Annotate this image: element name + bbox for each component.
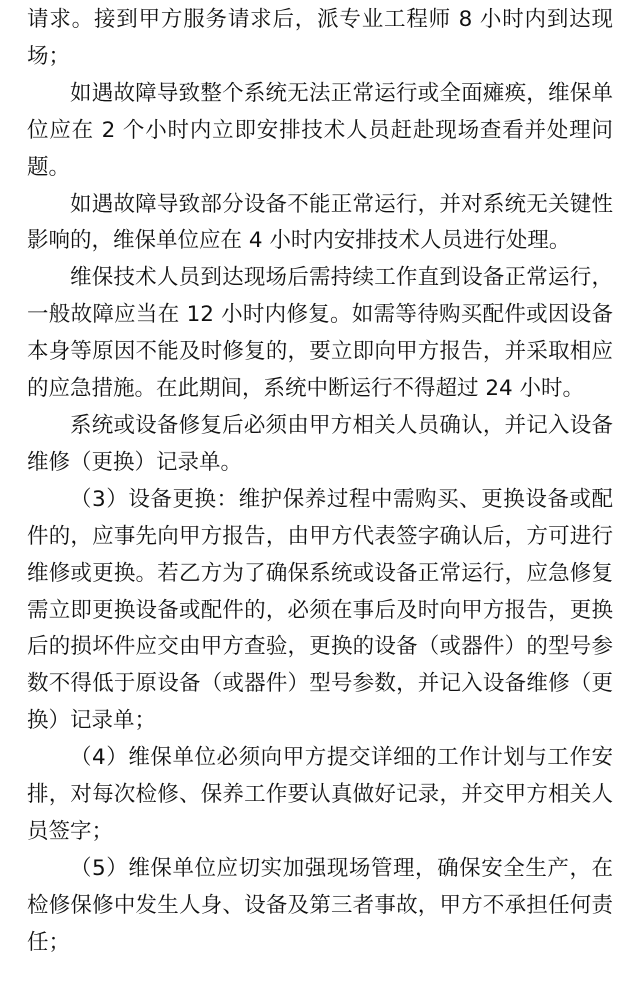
paragraph-site-management: （5）维保单位应切实加强现场管理，确保安全生产，在检修保修中发生人身、设备及第三者事故，甲方不承担任何责任； <box>27 855 613 955</box>
paragraph-partial-failure: 如遇故障导致部分设备不能正常运行，并对系统无关键性影响的，维保单位应在 4 小时内安排技术人员进行处理。 <box>27 191 613 254</box>
paragraph-repair-confirmation: 系统或设备修复后必须由甲方相关人员确认，并记入设备维修（更换）记录单。 <box>27 412 613 475</box>
paragraph-continuation: 请求。接到甲方服务请求后，派专业工程师 8 小时内到达现场； <box>27 7 613 69</box>
paragraph-work-plan: （4）维保单位必须向甲方提交详细的工作计划与工作安排，对每次检修、保养工作要认真做好记录，并交甲方相关人员签字； <box>27 745 613 844</box>
paragraph-equipment-replacement: （3）设备更换：维护保养过程中需购买、更换设备或配件的，应事先向甲方报告，由甲方代表签字确认后，方可进行维修或更换。若乙方为了确保系统或设备正常运行，应急修复需立即更换设备或配件的，必须在事后及时向甲方报告，更换后的损坏件应交由甲方查验，更换的设备（或器件）的型号参数不得低于原设备（或器件）型号参数，并记入设备维修（更换）记录单； <box>27 486 613 734</box>
paragraph-system-failure: 如遇故障导致整个系统无法正常运行或全面瘫痪，维保单位应在 2 个小时内立即安排技术人员赶赴现场查看并处理问题。 <box>27 80 613 180</box>
document-page <box>27 2 613 962</box>
paragraph-repair-time: 维保技术人员到达现场后需持续工作直到设备正常运行，一般故障应当在 12 小时内修复。如需等待购买配件或因设备本身等原因不能及时修复的，要立即向甲方报告，并采取相应的应急措施。在此期间，系统中断运行不得超过 24 小时。 <box>27 265 613 402</box>
